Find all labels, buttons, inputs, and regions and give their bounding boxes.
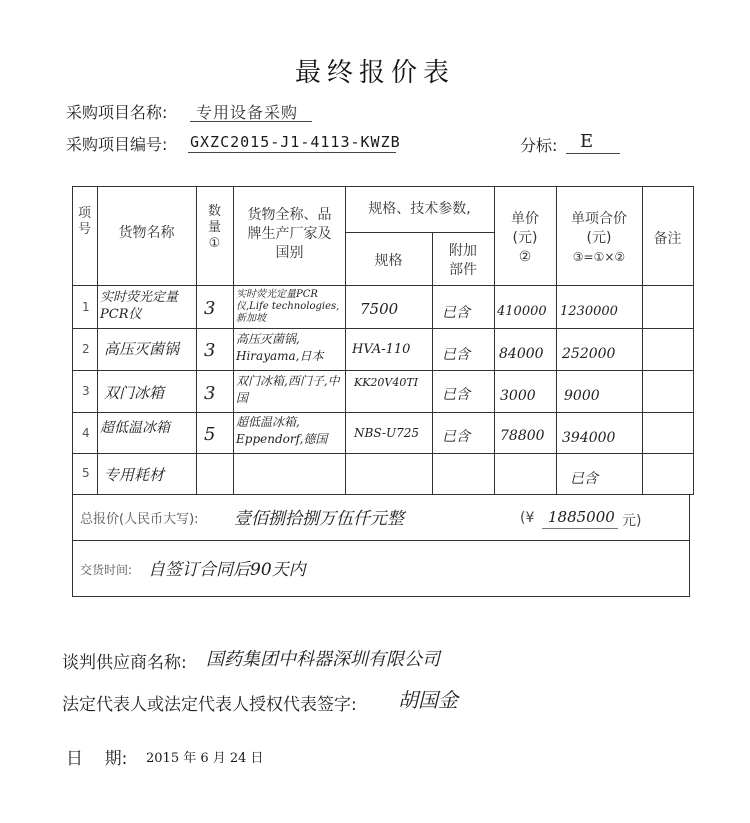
row2-goods-name: 高压灭菌锅 [104,340,180,358]
project-number-underline [188,152,396,153]
row3-unit-price: 3000 [500,388,536,404]
lot-value: E [580,131,594,152]
total-chinese-amount: 壹佰捌拾捌万伍仟元整 [234,509,404,529]
row3-goods-name: 双门冰箱 [104,384,165,402]
supplier-value: 国药集团中科器深圳有限公司 [206,649,440,670]
total-amount: 1885000 [548,508,615,526]
delivery-label: 交货时间: [80,563,133,577]
row3-qty: 3 [204,383,216,404]
row4-spec: NBS-U725 [354,426,420,440]
signature-value: 胡国金 [398,688,458,712]
table-right-border [693,186,694,494]
lot-label: 分标: [520,136,558,155]
row2-total-price: 252000 [562,346,616,362]
project-number-value: GXZC2015-J1-4113-KWZB [190,133,401,151]
header-remarks: 备注 [653,231,682,247]
row2-qty: 3 [204,340,216,361]
header-manufacturer: 货物全称、品 牌生产厂家及 国别 [247,207,332,261]
row5-total-price: 已含 [570,471,598,487]
total-amount-prefix: (¥ [520,510,535,526]
table-left-border [72,186,73,596]
row4-qty: 5 [204,424,216,445]
row4-total-price: 394000 [562,430,616,446]
date-value: 2015 年 6 月 24 日 [146,751,264,766]
row2-unit-price: 84000 [499,346,544,362]
header-goods-name: 货物名称 [118,225,175,241]
header-spec-group: 规格、技术参数, [368,201,471,217]
row1-qty: 3 [204,298,216,319]
row1-goods-name: 实时荧光定量PCR仪 [100,290,179,322]
lot-underline [566,153,620,154]
header-no: 项号 [77,206,91,237]
row1-total-price: 1230000 [560,304,618,319]
row4-manufacturer: 超低温冰箱, Eppendorf,德国 [236,415,328,446]
row1-unit-price: 410000 [497,304,547,319]
delivery-value: 自签订合同后90天内 [148,560,306,580]
row2-manufacturer: 高压灭菌锅, Hirayama,日本 [236,332,324,363]
row-line-1 [72,328,694,329]
row2-accessories: 已含 [442,347,470,363]
row4-accessories: 已含 [442,429,470,445]
header-bottom-line [72,285,694,286]
date-label: 日 期: [66,749,128,769]
total-amount-underline [542,528,618,529]
row3-total-price: 9000 [564,388,600,404]
project-name-value: 专用设备采购 [196,103,299,122]
project-name-underline [190,121,312,122]
row3-accessories: 已含 [442,387,470,403]
row4-no: 4 [82,426,90,440]
row2-spec: HVA-110 [352,342,411,357]
page-title: 最终报价表 [294,58,455,88]
row4-unit-price: 78800 [500,428,545,444]
total-line [72,540,690,541]
row2-no: 2 [82,342,90,356]
row1-no: 1 [82,300,90,314]
project-number-label: 采购项目编号: [66,135,168,154]
table-right-border-lower [689,494,690,596]
row3-manufacturer: 双门冰箱,西门子,中国 [236,374,340,405]
row1-accessories: 已含 [442,305,470,321]
row4-goods-name: 超低温冰箱 [100,420,170,436]
table-top-border [72,186,694,187]
supplier-label: 谈判供应商名称: [62,653,187,673]
row-line-3 [72,412,694,413]
spec-subheader-line [345,232,494,233]
header-accessories: 附加 部件 [449,243,477,278]
row1-manufacturer: 实时荧光定量PCR仪,Life technologies,新加坡 [236,289,340,324]
header-total-price: 单项合价 (元) ③=①×② [571,211,627,264]
row-line-2 [72,370,694,371]
row3-no: 3 [82,384,90,398]
delivery-line [72,596,690,597]
row-line-5 [72,494,694,495]
total-label: 总报价(人民币大写): [80,512,199,527]
total-amount-suffix: 元) [622,513,642,529]
col-line-manufacturer [345,186,346,494]
signature-label: 法定代表人或法定代表人授权代表签字: [62,695,357,715]
row1-spec: 7500 [360,300,399,318]
project-name-label: 采购项目名称: [66,103,168,122]
header-spec: 规格 [374,253,403,269]
row5-no: 5 [82,466,90,480]
row3-spec: KK20V40TI [354,376,419,389]
header-qty: 数量① [207,204,221,251]
row5-goods-name: 专用耗材 [104,466,165,484]
row-line-4 [72,453,694,454]
header-unit-price: 单价 (元) ② [511,211,539,265]
